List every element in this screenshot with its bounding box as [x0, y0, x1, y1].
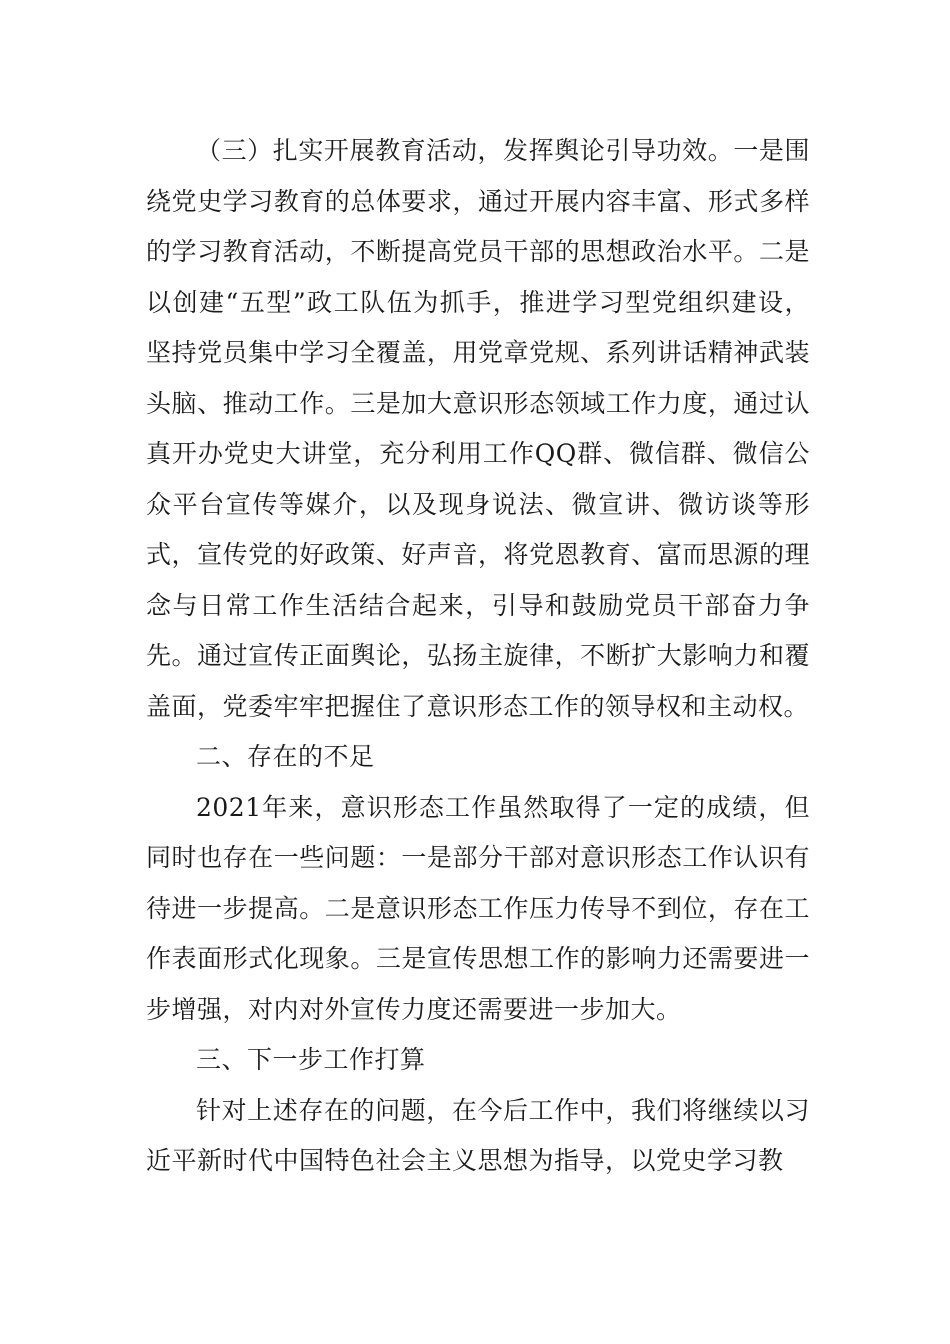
paragraph-ideology-education: （三）扎实开展教育活动，发挥舆论引导功效。一是围绕党史学习教育的总体要求，通过开展内容丰富、形式多样的学习教育活动，不断提高党员干部的思想政治水平。二是以创建“五型”政工队伍为抓手，推进学习型党组织建设，坚持党员集中学习全覆盖，用党章党规、系列讲话精神武装头脑、推动工作。三是加大意识形态领域工作力度，通过认真开办党史大讲堂，充分利用工作QQ群、微信群、微信公众平台宣传等媒介，以及现身说法、微宣讲、微访谈等形式，宣传党的好政策、好声音，将党恩教育、富而思源的理念与日常工作生活结合起来，引导和鼓励党员干部奋力争先。通过宣传正面舆论，弘扬主旋律，不断扩大影响力和覆盖面，党委牢牢把握住了意识形态工作的领导权和主动权。	[146, 136, 810, 721]
paragraph-shortcomings: 2021年来，意识形态工作虽然取得了一定的成绩，但同时也存在一些问题：一是部分干部对意识形态工作认识有待进一步提高。二是意识形态工作压力传导不到位，存在工作表面形式化现象。三是宣传思想工作的影响力还需要进一步增强，对内对外宣传力度还需要进一步加大。	[146, 792, 810, 1024]
paragraph-next-steps: 针对上述存在的问题，在今后工作中，我们将继续以习近平新时代中国特色社会主义思想为指导，以党史学习教	[146, 1095, 810, 1175]
document-body	[146, 126, 810, 1187]
section-heading-next-steps: 三、下一步工作打算	[196, 1045, 426, 1074]
section-heading-shortcomings: 二、存在的不足	[196, 742, 375, 771]
